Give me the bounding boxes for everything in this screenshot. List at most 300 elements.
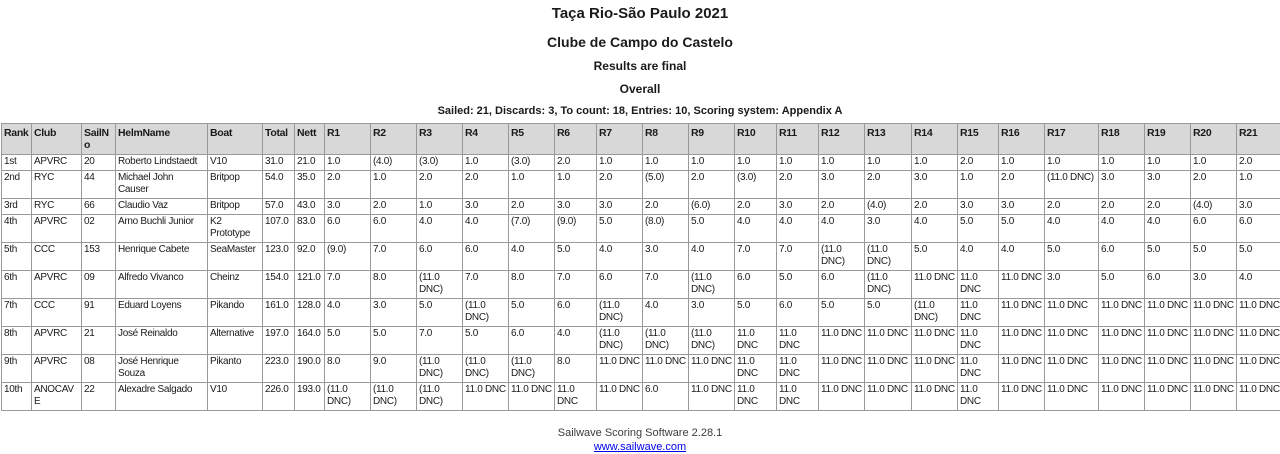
race-score-cell: 11.0 DNC <box>1045 327 1099 355</box>
race-score-cell: 5.0 <box>912 243 958 271</box>
race-score-cell: 11.0 DNC <box>597 355 643 383</box>
race-score-cell: 11.0 DNC <box>1191 355 1237 383</box>
race-score-cell: 9.0 <box>371 355 417 383</box>
race-score-cell: (4.0) <box>371 155 417 171</box>
race-score-cell: 11.0 DNC <box>999 327 1045 355</box>
sailno-cell: 44 <box>82 171 116 199</box>
race-score-cell: (4.0) <box>865 199 912 215</box>
race-score-cell: 5.0 <box>777 271 819 299</box>
sailno-cell: 09 <box>82 271 116 299</box>
race-score-cell: 3.0 <box>819 171 865 199</box>
column-header-nett: Nett <box>295 124 325 155</box>
race-score-cell: 11.0 DNC <box>1237 355 1280 383</box>
helmname-cell: Alfredo Vivanco <box>116 271 208 299</box>
race-score-cell: 11.0 DNC <box>958 299 999 327</box>
helmname-cell: Claudio Vaz <box>116 199 208 215</box>
race-score-cell: 5.0 <box>325 327 371 355</box>
race-score-cell: 11.0 DNC <box>689 383 735 411</box>
header-row <box>2 124 1280 155</box>
boat-cell: SeaMaster <box>208 243 263 271</box>
race-score-cell: (11.0 DNC) <box>643 327 689 355</box>
software-credit: Sailwave Scoring Software 2.28.1 <box>1 427 1279 440</box>
column-header-total: Total <box>263 124 295 155</box>
boat-cell: V10 <box>208 383 263 411</box>
race-score-cell: 5.0 <box>865 299 912 327</box>
club-cell: APVRC <box>32 355 82 383</box>
race-score-cell: 1.0 <box>912 155 958 171</box>
boat-cell: Pikanto <box>208 355 263 383</box>
sailwave-link[interactable]: www.sailwave.com <box>594 441 686 453</box>
table-row <box>2 215 1280 243</box>
race-score-cell: 4.0 <box>597 243 643 271</box>
race-score-cell: 4.0 <box>463 215 509 243</box>
race-score-cell: 6.0 <box>1099 243 1145 271</box>
race-score-cell: 2.0 <box>819 199 865 215</box>
race-score-cell: 11.0 DNC <box>1191 327 1237 355</box>
race-score-cell: 2.0 <box>958 155 999 171</box>
nett-cell: 21.0 <box>295 155 325 171</box>
race-score-cell: 11.0 DNC <box>958 355 999 383</box>
race-score-cell: 1.0 <box>1237 171 1280 199</box>
race-score-cell: 3.0 <box>643 243 689 271</box>
series-summary: Sailed: 21, Discards: 3, To count: 18, Entries: 10, Scoring system: Appendix A <box>1 105 1279 117</box>
race-score-cell: 11.0 DNC <box>735 327 777 355</box>
race-score-cell: 1.0 <box>958 171 999 199</box>
race-score-cell: 1.0 <box>819 155 865 171</box>
race-score-cell: 1.0 <box>689 155 735 171</box>
race-score-cell: 8.0 <box>371 271 417 299</box>
race-score-cell: (11.0 DNC) <box>463 299 509 327</box>
race-score-cell: 6.0 <box>1191 215 1237 243</box>
race-score-cell: 4.0 <box>1045 215 1099 243</box>
race-score-cell: 8.0 <box>509 271 555 299</box>
race-score-cell: 11.0 DNC <box>999 355 1045 383</box>
column-header-r6: R6 <box>555 124 597 155</box>
column-header-r2: R2 <box>371 124 417 155</box>
race-score-cell: (11.0 DNC) <box>1045 171 1099 199</box>
rank-cell: 10th <box>2 383 32 411</box>
helmname-cell: Roberto Lindstaedt <box>116 155 208 171</box>
series-title: Overall <box>1 83 1279 96</box>
column-header-r17: R17 <box>1045 124 1099 155</box>
race-score-cell: 11.0 DNC <box>1145 327 1191 355</box>
race-score-cell: 11.0 DNC <box>1145 299 1191 327</box>
helmname-cell: José Henrique Souza <box>116 355 208 383</box>
table-row <box>2 355 1280 383</box>
race-score-cell: 1.0 <box>1099 155 1145 171</box>
race-score-cell: 11.0 DNC <box>819 327 865 355</box>
table-row <box>2 243 1280 271</box>
race-score-cell: 3.0 <box>325 199 371 215</box>
column-header-r5: R5 <box>509 124 555 155</box>
race-score-cell: (6.0) <box>689 199 735 215</box>
race-score-cell: (11.0 DNC) <box>689 327 735 355</box>
column-header-r7: R7 <box>597 124 643 155</box>
race-score-cell: 2.0 <box>1191 171 1237 199</box>
page-footer <box>1 427 1279 453</box>
race-score-cell: 11.0 DNC <box>689 355 735 383</box>
nett-cell: 92.0 <box>295 243 325 271</box>
race-score-cell: 1.0 <box>735 155 777 171</box>
column-header-sailno: SailNo <box>82 124 116 155</box>
column-header-r13: R13 <box>865 124 912 155</box>
column-header-r16: R16 <box>999 124 1045 155</box>
club-cell: APVRC <box>32 155 82 171</box>
sailno-cell: 02 <box>82 215 116 243</box>
sailno-cell: 91 <box>82 299 116 327</box>
table-row <box>2 299 1280 327</box>
race-score-cell: 11.0 DNC <box>999 271 1045 299</box>
race-score-cell: 1.0 <box>371 171 417 199</box>
race-score-cell: 6.0 <box>509 327 555 355</box>
total-cell: 197.0 <box>263 327 295 355</box>
race-score-cell: 6.0 <box>819 271 865 299</box>
race-score-cell: (11.0 DNC) <box>417 271 463 299</box>
race-score-cell: (11.0 DNC) <box>371 383 417 411</box>
race-score-cell: 11.0 DNC <box>777 327 819 355</box>
page-header <box>1 6 1279 117</box>
race-score-cell: 4.0 <box>999 243 1045 271</box>
race-score-cell: 4.0 <box>912 215 958 243</box>
race-score-cell: 3.0 <box>1045 271 1099 299</box>
race-score-cell: 6.0 <box>325 215 371 243</box>
column-header-r20: R20 <box>1191 124 1237 155</box>
race-score-cell: 8.0 <box>325 355 371 383</box>
race-score-cell: 11.0 DNC <box>1145 383 1191 411</box>
race-score-cell: 11.0 DNC <box>819 355 865 383</box>
rank-cell: 8th <box>2 327 32 355</box>
race-score-cell: 2.0 <box>865 171 912 199</box>
race-score-cell: 4.0 <box>325 299 371 327</box>
race-score-cell: 11.0 DNC <box>509 383 555 411</box>
race-score-cell: 2.0 <box>509 199 555 215</box>
race-score-cell: 3.0 <box>555 199 597 215</box>
race-score-cell: 5.0 <box>689 215 735 243</box>
race-score-cell: 4.0 <box>1145 215 1191 243</box>
race-score-cell: (11.0 DNC) <box>819 243 865 271</box>
race-score-cell: 5.0 <box>1145 243 1191 271</box>
nett-cell: 121.0 <box>295 271 325 299</box>
total-cell: 54.0 <box>263 171 295 199</box>
column-header-helmname: HelmName <box>116 124 208 155</box>
race-score-cell: 11.0 DNC <box>912 355 958 383</box>
race-score-cell: 5.0 <box>819 299 865 327</box>
total-cell: 57.0 <box>263 199 295 215</box>
total-cell: 154.0 <box>263 271 295 299</box>
column-header-r21: R21 <box>1237 124 1280 155</box>
column-header-r14: R14 <box>912 124 958 155</box>
race-score-cell: 2.0 <box>1099 199 1145 215</box>
race-score-cell: 2.0 <box>1237 155 1280 171</box>
total-cell: 223.0 <box>263 355 295 383</box>
column-header-boat: Boat <box>208 124 263 155</box>
table-row <box>2 383 1280 411</box>
race-score-cell: 3.0 <box>777 199 819 215</box>
race-score-cell: 7.0 <box>735 243 777 271</box>
sailno-cell: 153 <box>82 243 116 271</box>
rank-cell: 3rd <box>2 199 32 215</box>
race-score-cell: 11.0 DNC <box>958 271 999 299</box>
table-row <box>2 199 1280 215</box>
race-score-cell: 11.0 DNC <box>912 383 958 411</box>
race-score-cell: 5.0 <box>463 327 509 355</box>
race-score-cell: (11.0 DNC) <box>417 383 463 411</box>
race-score-cell: 6.0 <box>555 299 597 327</box>
rank-cell: 1st <box>2 155 32 171</box>
race-score-cell: 5.0 <box>999 215 1045 243</box>
race-score-cell: 11.0 DNC <box>1045 383 1099 411</box>
column-header-club: Club <box>32 124 82 155</box>
race-score-cell: 2.0 <box>1145 199 1191 215</box>
race-score-cell: 7.0 <box>325 271 371 299</box>
race-score-cell: 1.0 <box>597 155 643 171</box>
rank-cell: 2nd <box>2 171 32 199</box>
column-header-r1: R1 <box>325 124 371 155</box>
results-table <box>1 123 1280 411</box>
race-score-cell: 11.0 DNC <box>865 355 912 383</box>
race-score-cell: 11.0 DNC <box>999 299 1045 327</box>
column-header-r3: R3 <box>417 124 463 155</box>
race-score-cell: 6.0 <box>371 215 417 243</box>
race-score-cell: (9.0) <box>555 215 597 243</box>
race-score-cell: 1.0 <box>1191 155 1237 171</box>
club-cell: CCC <box>32 243 82 271</box>
venue-title: Clube de Campo do Castelo <box>1 35 1279 50</box>
race-score-cell: 2.0 <box>325 171 371 199</box>
race-score-cell: 3.0 <box>1191 271 1237 299</box>
helmname-cell: Michael John Causer <box>116 171 208 199</box>
race-score-cell: 1.0 <box>643 155 689 171</box>
race-score-cell: 3.0 <box>463 199 509 215</box>
race-score-cell: 2.0 <box>912 199 958 215</box>
race-score-cell: 2.0 <box>417 171 463 199</box>
race-score-cell: 5.0 <box>555 243 597 271</box>
race-score-cell: 11.0 DNC <box>597 383 643 411</box>
race-score-cell: 1.0 <box>417 199 463 215</box>
race-score-cell: 5.0 <box>597 215 643 243</box>
race-score-cell: 5.0 <box>1191 243 1237 271</box>
nett-cell: 190.0 <box>295 355 325 383</box>
race-score-cell: 11.0 DNC <box>777 383 819 411</box>
rank-cell: 9th <box>2 355 32 383</box>
race-score-cell: 11.0 DNC <box>1045 355 1099 383</box>
race-score-cell: (11.0 DNC) <box>597 299 643 327</box>
club-cell: APVRC <box>32 271 82 299</box>
race-score-cell: 11.0 DNC <box>555 383 597 411</box>
race-score-cell: 4.0 <box>689 243 735 271</box>
race-score-cell: 1.0 <box>555 171 597 199</box>
race-score-cell: 11.0 DNC <box>735 383 777 411</box>
race-score-cell: 2.0 <box>371 199 417 215</box>
race-score-cell: 3.0 <box>1099 171 1145 199</box>
table-row <box>2 327 1280 355</box>
race-score-cell: 2.0 <box>777 171 819 199</box>
race-score-cell: 1.0 <box>1045 155 1099 171</box>
boat-cell: Alternative <box>208 327 263 355</box>
race-score-cell: 5.0 <box>1099 271 1145 299</box>
race-score-cell: 4.0 <box>643 299 689 327</box>
race-score-cell: 2.0 <box>735 199 777 215</box>
race-score-cell: 3.0 <box>865 215 912 243</box>
race-score-cell: 6.0 <box>417 243 463 271</box>
race-score-cell: 3.0 <box>689 299 735 327</box>
race-score-cell: 11.0 DNC <box>777 355 819 383</box>
race-score-cell: 4.0 <box>777 215 819 243</box>
race-score-cell: (9.0) <box>325 243 371 271</box>
club-cell: RYC <box>32 199 82 215</box>
total-cell: 123.0 <box>263 243 295 271</box>
results-status: Results are final <box>1 60 1279 73</box>
race-score-cell: 11.0 DNC <box>1099 327 1145 355</box>
boat-cell: K2 Prototype <box>208 215 263 243</box>
race-score-cell: 11.0 DNC <box>912 271 958 299</box>
sailno-cell: 66 <box>82 199 116 215</box>
race-score-cell: 7.0 <box>555 271 597 299</box>
race-score-cell: 3.0 <box>999 199 1045 215</box>
race-score-cell: 11.0 DNC <box>463 383 509 411</box>
race-score-cell: 11.0 DNC <box>912 327 958 355</box>
race-score-cell: 7.0 <box>417 327 463 355</box>
race-score-cell: 5.0 <box>509 299 555 327</box>
race-score-cell: (5.0) <box>643 171 689 199</box>
column-header-r10: R10 <box>735 124 777 155</box>
race-score-cell: (11.0 DNC) <box>597 327 643 355</box>
rank-cell: 7th <box>2 299 32 327</box>
race-score-cell: 6.0 <box>597 271 643 299</box>
race-score-cell: 11.0 DNC <box>958 383 999 411</box>
race-score-cell: 3.0 <box>1237 199 1280 215</box>
table-row <box>2 271 1280 299</box>
race-score-cell: (3.0) <box>417 155 463 171</box>
race-score-cell: 2.0 <box>643 199 689 215</box>
race-score-cell: 4.0 <box>417 215 463 243</box>
table-row <box>2 155 1280 171</box>
column-header-r4: R4 <box>463 124 509 155</box>
race-score-cell: 2.0 <box>689 171 735 199</box>
sailno-cell: 08 <box>82 355 116 383</box>
boat-cell: Britpop <box>208 199 263 215</box>
results-body <box>2 155 1280 411</box>
table-row <box>2 171 1280 199</box>
race-score-cell: 5.0 <box>1045 243 1099 271</box>
nett-cell: 128.0 <box>295 299 325 327</box>
race-score-cell: 11.0 DNC <box>819 383 865 411</box>
race-score-cell: 7.0 <box>777 243 819 271</box>
race-score-cell: 11.0 DNC <box>1099 355 1145 383</box>
column-header-r11: R11 <box>777 124 819 155</box>
column-header-r9: R9 <box>689 124 735 155</box>
race-score-cell: 11.0 DNC <box>958 327 999 355</box>
race-score-cell: (4.0) <box>1191 199 1237 215</box>
race-score-cell: 7.0 <box>643 271 689 299</box>
race-score-cell: 1.0 <box>1145 155 1191 171</box>
race-score-cell: 11.0 DNC <box>865 327 912 355</box>
race-score-cell: 4.0 <box>819 215 865 243</box>
race-score-cell: 6.0 <box>643 383 689 411</box>
club-cell: ANOCAVE <box>32 383 82 411</box>
helmname-cell: Alexadre Salgado <box>116 383 208 411</box>
boat-cell: Cheinz <box>208 271 263 299</box>
race-score-cell: 11.0 DNC <box>1099 299 1145 327</box>
race-score-cell: 11.0 DNC <box>1145 355 1191 383</box>
race-score-cell: 11.0 DNC <box>1237 327 1280 355</box>
event-title: Taça Rio-São Paulo 2021 <box>1 6 1279 23</box>
sailno-cell: 22 <box>82 383 116 411</box>
race-score-cell: (11.0 DNC) <box>865 271 912 299</box>
club-cell: APVRC <box>32 327 82 355</box>
race-score-cell: 4.0 <box>1099 215 1145 243</box>
sailno-cell: 21 <box>82 327 116 355</box>
total-cell: 31.0 <box>263 155 295 171</box>
boat-cell: V10 <box>208 155 263 171</box>
helmname-cell: José Reinaldo <box>116 327 208 355</box>
race-score-cell: 4.0 <box>735 215 777 243</box>
sailno-cell: 20 <box>82 155 116 171</box>
race-score-cell: 7.0 <box>371 243 417 271</box>
race-score-cell: (11.0 DNC) <box>689 271 735 299</box>
race-score-cell: 11.0 DNC <box>999 383 1045 411</box>
race-score-cell: 4.0 <box>958 243 999 271</box>
race-score-cell: 6.0 <box>777 299 819 327</box>
race-score-cell: (11.0 DNC) <box>509 355 555 383</box>
column-header-r8: R8 <box>643 124 689 155</box>
race-score-cell: 11.0 DNC <box>1191 383 1237 411</box>
club-cell: CCC <box>32 299 82 327</box>
race-score-cell: 4.0 <box>555 327 597 355</box>
club-cell: RYC <box>32 171 82 199</box>
total-cell: 161.0 <box>263 299 295 327</box>
race-score-cell: 2.0 <box>463 171 509 199</box>
race-score-cell: 2.0 <box>555 155 597 171</box>
race-score-cell: 3.0 <box>597 199 643 215</box>
race-score-cell: 3.0 <box>371 299 417 327</box>
race-score-cell: (8.0) <box>643 215 689 243</box>
race-score-cell: 5.0 <box>958 215 999 243</box>
race-score-cell: 6.0 <box>1145 271 1191 299</box>
column-header-r19: R19 <box>1145 124 1191 155</box>
race-score-cell: 2.0 <box>999 171 1045 199</box>
race-score-cell: (11.0 DNC) <box>865 243 912 271</box>
race-score-cell: 4.0 <box>1237 271 1280 299</box>
race-score-cell: 4.0 <box>509 243 555 271</box>
nett-cell: 83.0 <box>295 215 325 243</box>
race-score-cell: 6.0 <box>1237 215 1280 243</box>
race-score-cell: 1.0 <box>325 155 371 171</box>
club-cell: APVRC <box>32 215 82 243</box>
race-score-cell: 11.0 DNC <box>1237 383 1280 411</box>
race-score-cell: 5.0 <box>1237 243 1280 271</box>
column-header-r15: R15 <box>958 124 999 155</box>
boat-cell: Pikando <box>208 299 263 327</box>
race-score-cell: 11.0 DNC <box>643 355 689 383</box>
helmname-cell: Arno Buchli Junior <box>116 215 208 243</box>
column-header-r18: R18 <box>1099 124 1145 155</box>
total-cell: 226.0 <box>263 383 295 411</box>
race-score-cell: 6.0 <box>735 271 777 299</box>
nett-cell: 193.0 <box>295 383 325 411</box>
race-score-cell: (11.0 DNC) <box>325 383 371 411</box>
race-score-cell: 5.0 <box>417 299 463 327</box>
race-score-cell: (11.0 DNC) <box>417 355 463 383</box>
race-score-cell: 11.0 DNC <box>1237 299 1280 327</box>
race-score-cell: 11.0 DNC <box>1191 299 1237 327</box>
race-score-cell: 7.0 <box>463 271 509 299</box>
race-score-cell: 3.0 <box>912 171 958 199</box>
total-cell: 107.0 <box>263 215 295 243</box>
race-score-cell: 5.0 <box>371 327 417 355</box>
race-score-cell: 11.0 DNC <box>1099 383 1145 411</box>
race-score-cell: 1.0 <box>865 155 912 171</box>
